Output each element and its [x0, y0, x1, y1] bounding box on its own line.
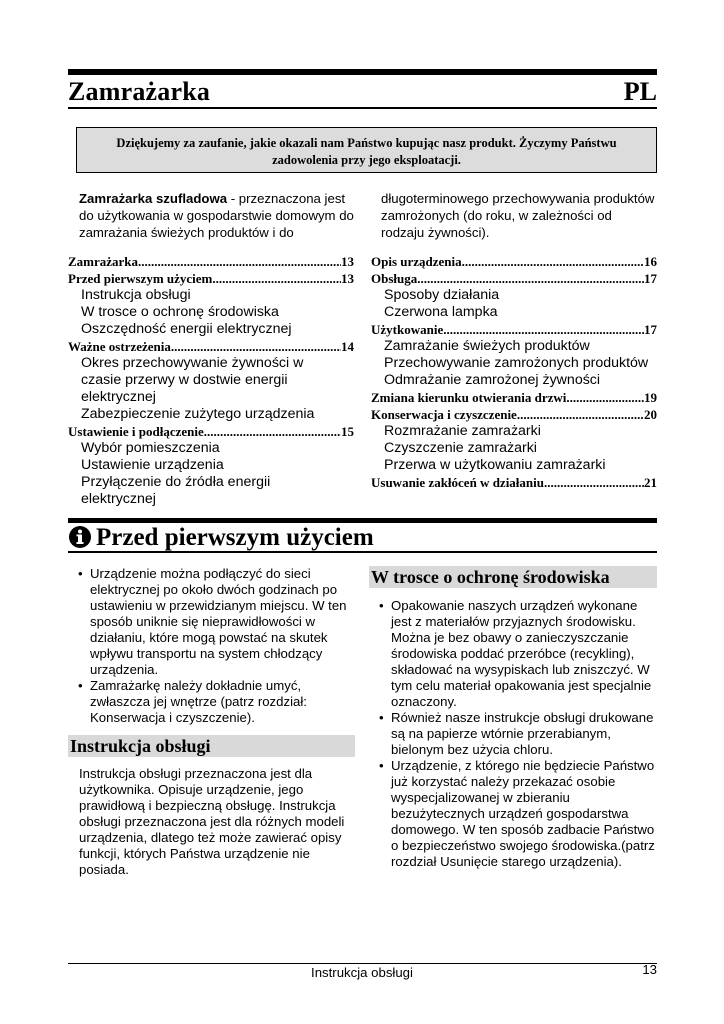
toc-entry [371, 406, 657, 423]
toc-leader-dots [544, 474, 644, 491]
toc-subentry: elektrycznej [81, 389, 156, 405]
toc-subentry: Czyszczenie zamrażarki [384, 440, 537, 456]
footer-title: Instrukcja obsługi [311, 965, 413, 980]
toc-leader-dots [138, 253, 341, 270]
intro-left [79, 190, 361, 241]
toc-right-column [371, 253, 657, 491]
section-bottom-rule [68, 551, 657, 553]
toc-entry [68, 253, 354, 270]
thanks-text: Dziękujemy za zaufanie, jakie okazali nam Państwo kupując nasz produkt. Życzymy Państwu zadowolenia przy jego eksploatacji. [116, 136, 617, 167]
bullet-item: • Urządzenie można podłączyć do sieci elektrycznej po około dwóch godzinach po ustawieniu w przewidzianym miejscu. W ten sposób uniknie się nieprawidłowości w działaniu, które mogą powstać na skutek wpływu transportu na system chłodzący urządzenia. [78, 566, 354, 678]
toc-leader-dots [204, 423, 341, 440]
bullet-item: • Opakowanie naszych urządzeń wykonane jest z materiałów przyjaznych środowisku. Można je bez obawy o zanieczyszczanie środowiska poddać przeróbce (recykling), składować na wysypiskach lub zniszczyć. W tym celu materiał opakowania jest specjalnie oznaczony. [379, 598, 655, 710]
toc-entry-page: 15 [341, 424, 354, 439]
toc-subentry: Instrukcja obsługi [81, 287, 191, 303]
left-column [68, 566, 355, 878]
bullet-item: • Urządzenie, z którego nie będziecie Państwo już korzystać należy przekazać osobie wyspecjalizowanej w zbieraniu bezużytecznych urządzeń gospodarstwa domowego. W ten sposób zadbacie Państwo o bezpieczeństwo swojego środowiska.(patrz rozdział Usunięcie starego urządzenia). [379, 758, 655, 870]
toc-entry [68, 270, 354, 287]
toc-entry-label: Konserwacja i czyszczenie [371, 407, 517, 422]
toc-entry [371, 389, 657, 406]
intro-left-text: - przeznaczona jest do użytkowania w gospodarstwie domowym do zamrażania świeżych produktów i do [79, 191, 354, 240]
toc-subentry: Zamrażanie świeżych produktów [384, 338, 590, 354]
instr-heading: Instrukcja obsługi [68, 735, 355, 757]
toc-entry-page: 17 [644, 271, 657, 286]
toc-entry [371, 474, 657, 491]
toc-entry-page: 19 [644, 390, 657, 405]
info-icon [68, 525, 92, 549]
toc-subentry: Oszczędność energii elektrycznej [81, 321, 292, 337]
toc-entry-page: 17 [644, 322, 657, 337]
toc-entry-label: Zamrażarka [68, 254, 139, 269]
toc-leader-dots [212, 270, 341, 287]
right-column [369, 566, 657, 870]
bullet-item: • Również nasze instrukcje obsługi drukowane są na papierze wtórnie przerabianym, bielonym bez użycia chloru. [379, 710, 655, 758]
toc-entry-label: Obsługa [371, 271, 418, 286]
toc-entry-page: 21 [644, 475, 657, 490]
toc-entry-page: 14 [341, 339, 354, 354]
toc-entry [371, 253, 657, 270]
intro-bold: Zamrażarka szufladowa [79, 191, 228, 206]
toc-subentry: W trosce o ochronę środowiska [81, 304, 279, 320]
toc-entry-label: Ważne ostrzeżenia [68, 339, 171, 354]
toc-subentry: elektrycznej [81, 491, 156, 507]
toc-subentry: Przerwa w użytkowaniu zamrażarki [384, 457, 606, 473]
toc-entry-page: 20 [644, 407, 657, 422]
toc-entry-label: Ustawienie i podłączenie [68, 424, 204, 439]
toc-subentry: Czerwona lampka [384, 304, 498, 320]
toc-entry-label: Usuwanie zakłóceń w działaniu [371, 475, 544, 490]
toc-leader-dots [566, 389, 644, 406]
header-bottom-rule [68, 107, 657, 109]
toc-entry-page: 13 [341, 271, 354, 286]
instr-text: Instrukcja obsługi przeznaczona jest dla użytkownika. Opisuje urządzenie, jego prawidłową i bezpieczną obsługę. Instrukcja obsługi przeznaczona jest dla różnych modeli urządzenia, dlatego też może zawierać opisy funkcji, których Państwa urządzenie nie posiada. [79, 766, 345, 877]
toc-subentry: Zabezpieczenie zużytego urządzenia [81, 406, 315, 422]
toc-entry [68, 338, 354, 355]
toc-leader-dots [171, 338, 341, 355]
toc-entry-page: 16 [644, 254, 657, 269]
toc-left-column [68, 253, 354, 508]
toc-subentry: Rozmrażanie zamrażarki [384, 423, 541, 439]
toc-subentry: Odmrażanie zamrożonej żywności [384, 372, 601, 388]
intro-right: długoterminowego przechowywania produktów zamrożonych (do roku, w zależności od rodzaju żywności). [381, 191, 655, 240]
bullet-item: • Zamrażarkę należy dokładnie umyć, zwłaszcza jej wnętrze (patrz rozdział: Konserwacja i czyszczenie). [78, 678, 354, 726]
toc-entry-page: 13 [341, 254, 354, 269]
toc-subentry: Sposoby działania [384, 287, 500, 303]
toc-subentry: czasie przerwy w dostwie energii [81, 372, 288, 388]
toc-subentry: Przyłączenie do źródła energii [81, 474, 271, 490]
toc-entry-label: Przed pierwszym użyciem [68, 271, 213, 286]
footer-rule [68, 963, 657, 964]
toc-leader-dots [443, 321, 644, 338]
toc-subentry: Ustawienie urządzenia [81, 457, 224, 473]
section-title: Przed pierwszym użyciem [96, 524, 374, 551]
env-heading: W trosce o ochronę środowiska [369, 566, 657, 588]
header-top-rule [68, 69, 657, 75]
toc-entry [371, 321, 657, 338]
language-code: PL [623, 77, 657, 106]
toc-entry [371, 270, 657, 287]
toc-leader-dots [462, 253, 644, 270]
toc-subentry: Wybór pomieszczenia [81, 440, 220, 456]
toc-entry-label: Zmiana kierunku otwierania drzwi [371, 390, 567, 405]
toc-leader-dots [417, 270, 644, 287]
toc-subentry: Okres przechowywanie żywności w [81, 355, 304, 371]
thanks-box [76, 127, 657, 173]
toc-leader-dots [517, 406, 644, 423]
toc-entry [68, 423, 354, 440]
left-bullet-list [68, 566, 354, 726]
toc-entry-label: Użytkowanie [371, 322, 444, 337]
section-top-rule [68, 518, 657, 523]
env-bullet-list [369, 598, 655, 870]
toc-entry-label: Opis urządzenia [371, 254, 462, 269]
toc-subentry: Przechowywanie zamrożonych produktów [384, 355, 649, 371]
page-title: Zamrażarka [68, 77, 211, 106]
page-number: 13 [642, 962, 657, 977]
